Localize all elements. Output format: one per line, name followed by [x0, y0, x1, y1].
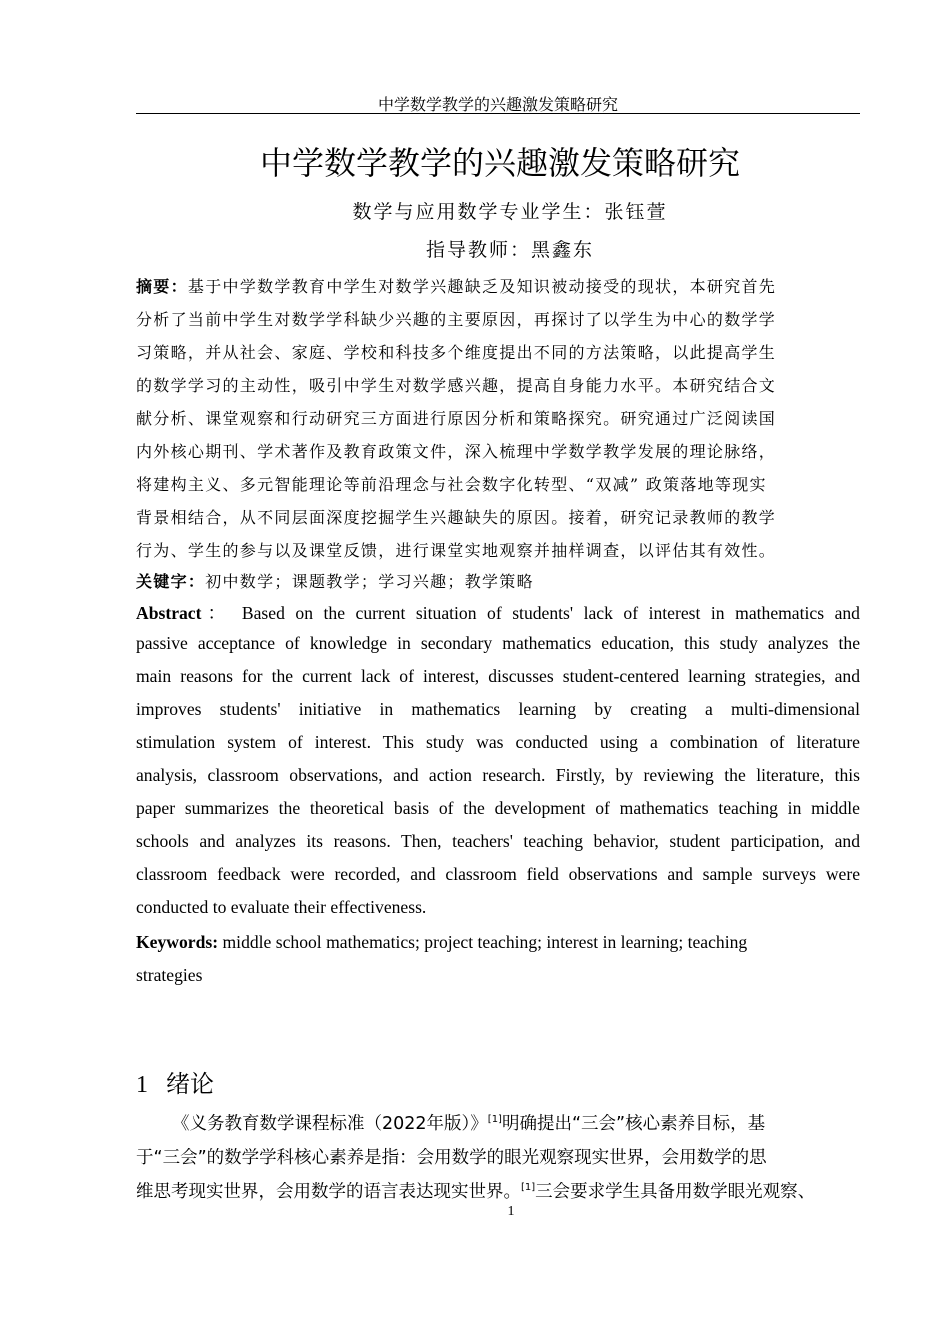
abstract-en-line: schools and analyzes its reasons. Then, teachers' teaching behavior, student participation, and — [136, 831, 860, 851]
abstract-cn-line: 背景相结合，从不同层面深度挖掘学生兴趣缺失的原因。接着，研究记录教师的教学 — [136, 508, 777, 527]
abstract-cn-label: 摘要 — [136, 277, 171, 296]
body-text: 维思考现实世界，会用数学的语言表达现实世界。 — [136, 1182, 521, 1202]
abstract-cn-line: 内外核心期刊、学术著作及教育政策文件，深入梳理中学数学教学发展的理论脉络， — [136, 442, 777, 461]
abstract-en-line: paper summarizes the theoretical basis of the development of mathematics teaching in middle — [136, 798, 860, 818]
citation[interactable]: [1] — [521, 1182, 536, 1194]
abstract-cn-line: 献分析、课堂观察和行动研究三方面进行原因分析和策略探究。研究通过广泛阅读国 — [136, 409, 777, 428]
keywords-cn-text: 初中数学；课题教学；学习兴趣；教学策略 — [205, 572, 534, 591]
section-number: 1 — [136, 1072, 148, 1098]
keywords-cn — [136, 569, 860, 591]
keywords-en — [136, 932, 860, 953]
abstract-en-line: conducted to evaluate their effectiveness. — [136, 897, 427, 917]
abstract-en-line: passive acceptance of knowledge in secondary mathematics education, this study analyzes the — [136, 633, 860, 653]
author-line: 数学与应用数学专业学生：张钰萱 — [352, 201, 668, 223]
body-line — [136, 1178, 860, 1203]
body-text: 《义务教育数学课程标准（2022年版）》 — [172, 1114, 488, 1134]
abstract-cn-line: 习策略，并从社会、家庭、学校和科技多个维度提出不同的方法策略，以此提高学生 — [136, 343, 777, 362]
abstract-en-line — [136, 600, 860, 625]
body-line: 于“三会”的数学学科核心素养是指：会用数学的眼光观察现实世界，会用数学的思 — [136, 1148, 767, 1168]
section-title: 绪论 — [166, 1070, 214, 1098]
abstract-en-line: main reasons for the current lack of interest, discusses student-centered learning strategies, and — [136, 666, 860, 686]
body-line — [172, 1110, 896, 1135]
citation[interactable]: [1] — [487, 1114, 502, 1126]
advisor-line: 指导教师：黑鑫东 — [425, 239, 594, 261]
abstract-cn-line: 行为、学生的参与以及课堂反馈，进行课堂实地观察并抽样调查，以评估其有效性。 — [136, 541, 777, 560]
abstract-en-line: improves students' initiative in mathematics learning by creating a multi-dimensional — [136, 699, 860, 719]
abstract-cn-line: 的数学学习的主动性，吸引中学生对数学感兴趣，提高自身能力水平。本研究结合文 — [136, 376, 777, 395]
page-title: 中学数学教学的兴趣激发策略研究 — [259, 144, 740, 182]
abstract-en-label: Abstract — [136, 603, 202, 623]
body-text: 明确提出“三会”核心素养目标，基 — [501, 1114, 766, 1134]
abstract-cn-line: 将建构主义、多元智能理论等前沿理念与社会数字化转型、“双减” 政策落地等现实 — [136, 475, 767, 494]
abstract-en-line: classroom feedback were recorded, and classroom field observations and sample surveys were — [136, 864, 860, 884]
abstract-en-line: analysis, classroom observations, and action research. Firstly, by reviewing the literature, this — [136, 765, 860, 785]
section-heading — [136, 1064, 214, 1099]
page-number: 1 — [507, 1204, 515, 1219]
keywords-cn-label: 关键字： — [136, 572, 206, 591]
keywords-en-label: Keywords: — [136, 932, 219, 952]
colon: ： — [170, 277, 188, 296]
running-header: 中学数学教学的兴趣激发策略研究 — [377, 95, 618, 114]
keywords-en-text: middle school mathematics; project teaching; interest in learning; teaching — [218, 932, 748, 952]
abstract-en-line: stimulation system of interest. This study was conducted using a combination of literature — [136, 732, 860, 752]
abstract-cn-text: 基于中学数学教育中学生对数学兴趣缺乏及知识被动接受的现状，本研究首先 — [187, 277, 777, 296]
header-rule — [136, 113, 860, 114]
abstract-cn-line — [136, 274, 860, 296]
body-text: 三会要求学生具备用数学眼光观察、 — [535, 1182, 816, 1202]
colon: ： — [201, 603, 232, 623]
keywords-en-cont: strategies — [136, 965, 203, 985]
abstract-en-text: Based on the current situation of students' lack of interest in mathematics and — [231, 603, 860, 623]
abstract-cn-line: 分析了当前中学生对数学学科缺少兴趣的主要原因，再探讨了以学生为中心的数学学 — [136, 310, 777, 329]
